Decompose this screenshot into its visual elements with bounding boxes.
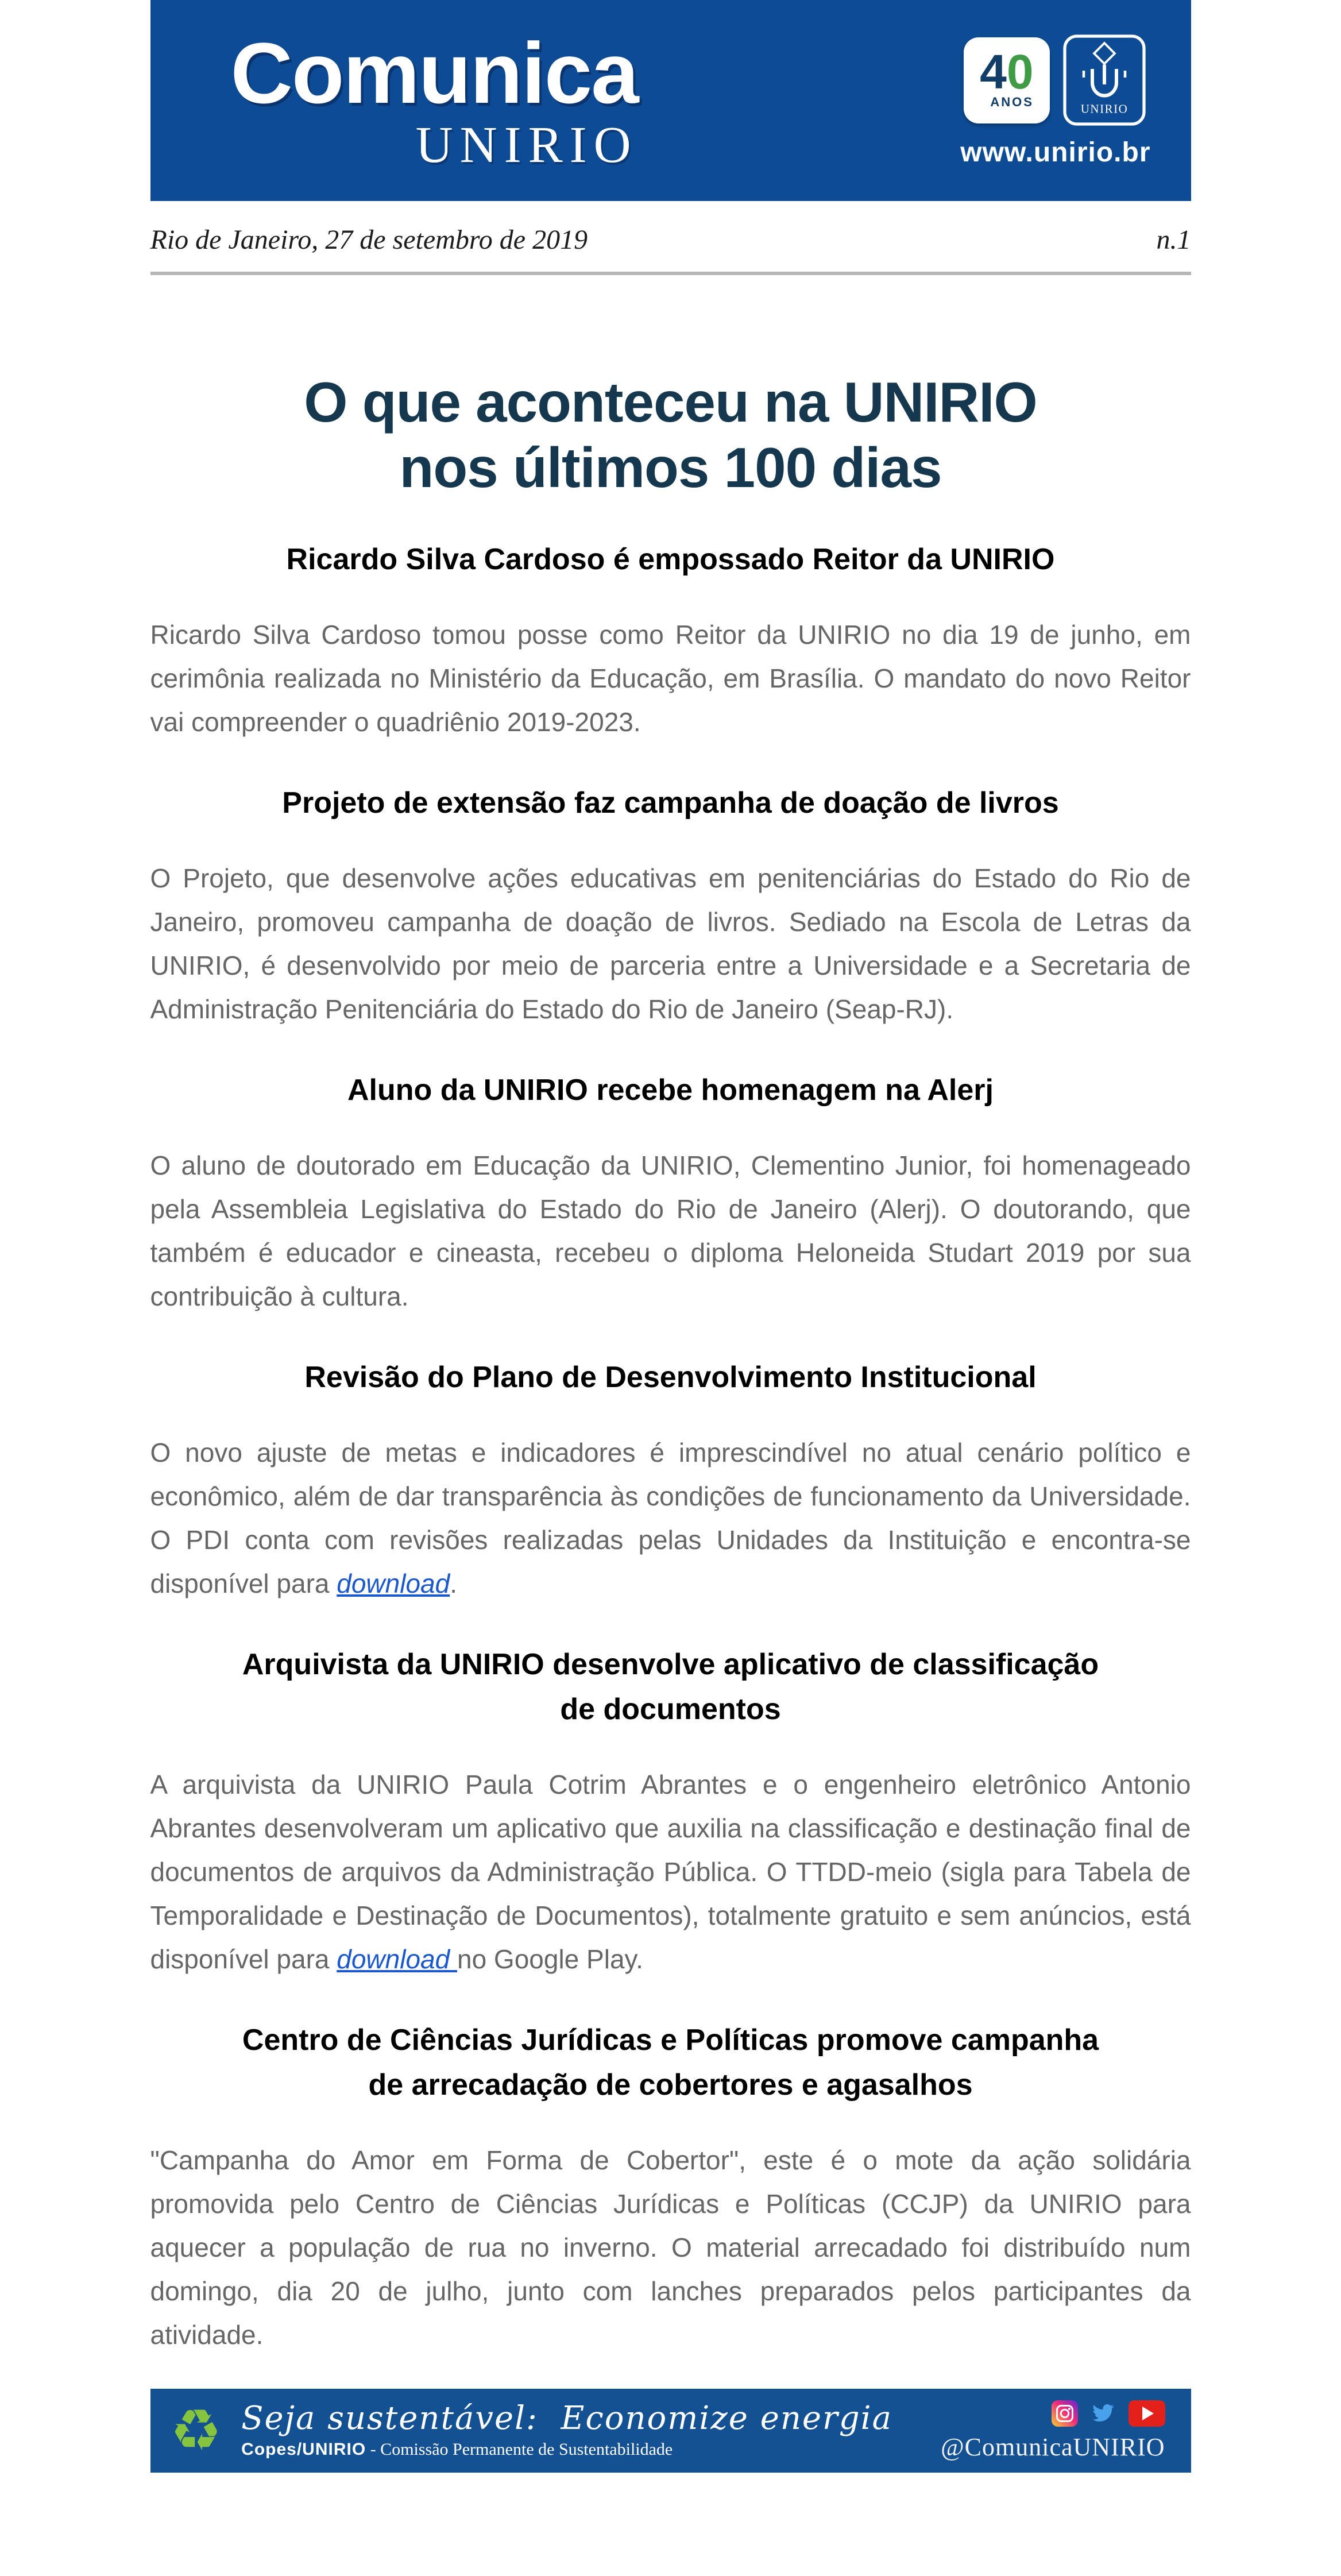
page-title	[150, 369, 1191, 500]
unirio-emblem-icon	[1061, 33, 1147, 128]
article-headline: Projeto de extensão faz campanha de doação de livros	[282, 786, 1059, 820]
article-aplicativo-ttdd	[150, 1642, 1191, 1981]
article-headline: Ricardo Silva Cardoso é empossado Reitor da UNIRIO	[286, 543, 1055, 576]
play-icon	[1142, 2407, 1154, 2420]
page-title-line1: O que aconteceu na UNIRIO	[304, 370, 1037, 434]
footer-banner	[150, 2389, 1191, 2473]
article-body: O novo ajuste de metas e indicadores é imprescindível no atual cenário político e econômico, além de dar transparência às condições de funcionamento da Universidade. O PDI conta com revisões realizadas pelas Unidades da Instituição e encontra-se disponível para download.	[150, 1438, 1191, 1598]
header-logos	[960, 33, 1150, 168]
dateline	[150, 224, 1191, 256]
40-anos-number: 40	[980, 44, 1034, 99]
article-doacao-livros	[150, 781, 1191, 1031]
page-title-line2: nos últimos 100 dias	[399, 436, 942, 499]
article-body: O aluno de doutorado em Educação da UNIRIO, Clementino Junior, foi homenageado pela Assembleia Legislativa do Estado do Rio de Janeiro (Alerj). O doutorando, que também é educador e cineasta, recebeu o diploma Heloneida Studart 2019 por sua contribuição à cultura.	[150, 1150, 1191, 1311]
sustainability-slogan: Seja sustentável: Economize energia	[241, 2399, 892, 2437]
header-banner	[150, 0, 1191, 201]
edition-number: n.1	[1156, 225, 1191, 255]
edition-date: Rio de Janeiro, 27 de setembro de 2019	[150, 225, 588, 255]
article-body: O Projeto, que desenvolve ações educativas em penitenciárias do Estado do Rio de Janeiro, promoveu campanha de doação de livros. Sediado na Escola de Letras da UNIRIO, é desenvolvido por meio de parceria entre a Universidade e a Secretaria de Administração Penitenciária do Estado do Rio de Janeiro (Seap-RJ).	[150, 863, 1191, 1024]
brand-comunica: Comunica	[230, 25, 638, 121]
article-body: Ricardo Silva Cardoso tomou posse como Reitor da UNIRIO no dia 19 de junho, em cerimônia realizada no Ministério da Educação, em Brasília. O mandato do novo Reitor vai compreender o quadriênio 2019-2023.	[150, 620, 1191, 737]
article-headline: Centro de Ciências Jurídicas e Políticas promove campanha de arrecadação de cobertores e agasalhos	[242, 2023, 1099, 2102]
twitter-icon[interactable]	[1088, 2400, 1118, 2427]
article-reitor-empossado	[150, 537, 1191, 744]
brand-wordmark	[230, 25, 638, 173]
app-download-link[interactable]: download	[337, 1944, 457, 1974]
website-url: www.unirio.br	[960, 137, 1151, 168]
40-anos-label: ANOS	[990, 95, 1034, 110]
divider-rule	[150, 272, 1191, 275]
article-headline: Arquivista da UNIRIO desenvolve aplicativo de classificação de documentos	[242, 1648, 1099, 1726]
article-headline: Revisão do Plano de Desenvolvimento Institucional	[304, 1361, 1037, 1394]
article-campanha-cobertores	[150, 2018, 1191, 2357]
social-handle: @ComunicaUNIRIO	[941, 2432, 1165, 2461]
article-body: "Campanha do Amor em Forma de Cobertor", este é o mote da ação solidária promovida pelo Centro de Ciências Jurídicas e Políticas (CCJP) da UNIRIO para aquecer a população de rua no inverno. O material arrecadado foi distribuído num domingo, dia 20 de julho, junto com lanches preparados pelos participantes da atividade.	[150, 2145, 1191, 2350]
youtube-icon[interactable]	[1129, 2400, 1165, 2427]
pdi-download-link[interactable]: download	[337, 1569, 450, 1598]
article-homenagem-alerj	[150, 1068, 1191, 1318]
40-anos-badge	[964, 37, 1050, 123]
brand-unirio: UNIRIO	[415, 117, 638, 173]
article-revisao-pdi	[150, 1355, 1191, 1605]
instagram-icon[interactable]	[1052, 2400, 1078, 2427]
copes-org-line: Copes/UNIRIO - Comissão Permanente de Sustentabilidade	[241, 2440, 673, 2459]
unirio-emblem-label: UNIRIO	[1080, 102, 1129, 116]
article-body: A arquivista da UNIRIO Paula Cotrim Abrantes e o engenheiro eletrônico Antonio Abrantes desenvolveram um aplicativo que auxilia na classificação e destinação final de documentos de arquivos da Administração Pública. O TTDD-meio (sigla para Tabela de Temporalidade e Destinação de Documentos), totalmente gratuito e sem anúncios, está disponível para download no Google Play.	[150, 1770, 1191, 1974]
recycle-icon: ♻	[170, 2396, 222, 2464]
article-headline: Aluno da UNIRIO recebe homenagem na Alerj	[347, 1073, 994, 1107]
